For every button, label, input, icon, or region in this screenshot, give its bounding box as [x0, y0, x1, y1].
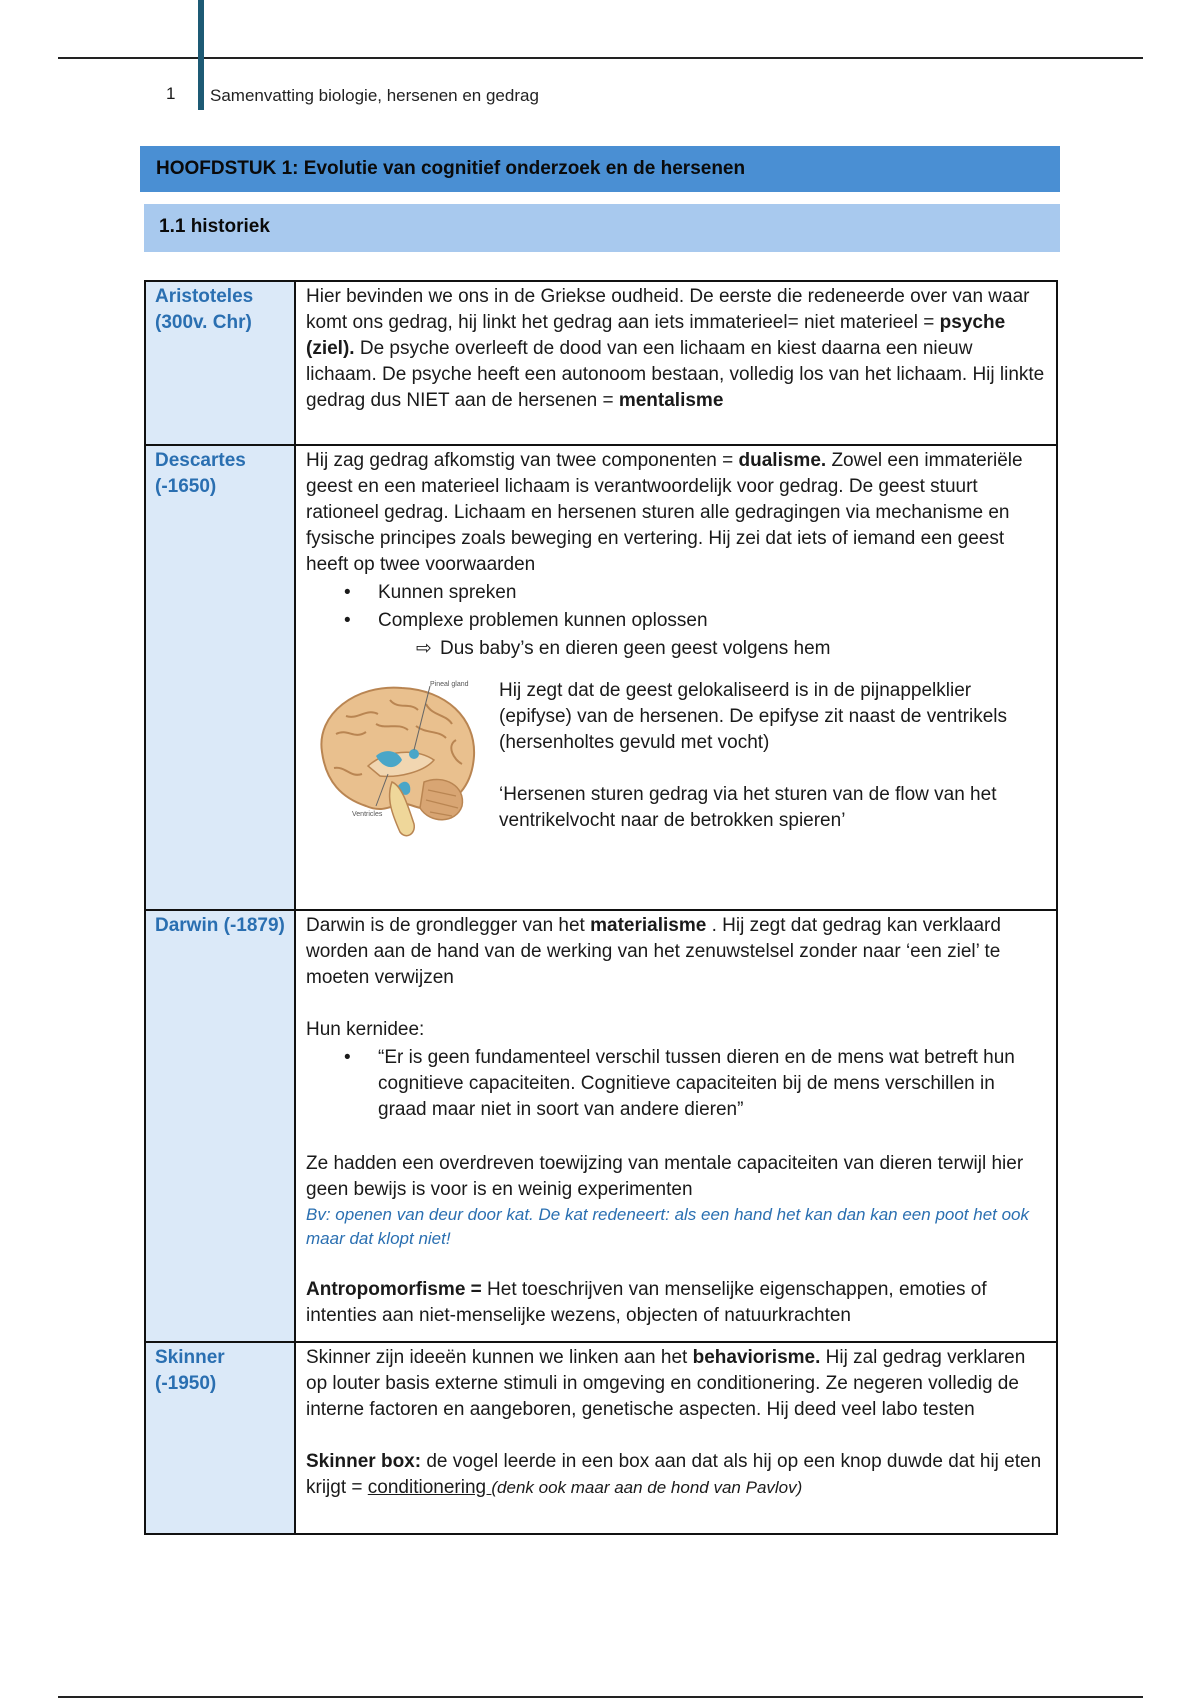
pineal-paragraph: Hij zegt dat de geest gelokaliseerd is in de pijnappelklier (epifyse) van de hersenen. De epifyse zit naast de ventrikels (hersenholtes gevuld met vocht)	[499, 680, 1007, 753]
section-heading: 1.1 historiek	[144, 204, 1060, 252]
table-row-darwin	[145, 910, 1057, 1342]
header-rule	[58, 57, 1143, 59]
list-item: • Kunnen spreken	[378, 580, 1046, 606]
row-description: Skinner zijn ideeën kunnen we linken aan het behaviorisme. Hij zal gedrag verklaren op louter basis externe stimuli in omgeving en conditionering. Ze negeren volledig de interne factoren en aangeboren, genetische aspecten. Hij deed veel labo testen Skinner box: de vogel leerde in een box aan dat als hij op een knop duwde dat hij eten krijgt = conditionering (denk ook maar aan de hond van Pavlov)	[295, 1342, 1057, 1534]
table-row-aristoteles	[145, 281, 1057, 445]
arrow-right-icon: ⇨	[416, 638, 432, 659]
document-header-title: Samenvatting biologie, hersenen en gedrag	[210, 86, 539, 105]
example-text: Bv: openen van deur door kat. De kat redeneert: als een hand het kan dan kan een poot het ook maar dat klopt niet!	[306, 1205, 1030, 1248]
chapter-heading: HOOFDSTUK 1: Evolutie van cognitief onderzoek en de hersenen	[140, 146, 1060, 192]
quote-paragraph: ‘Hersenen sturen gedrag via het sturen van de flow van het ventrikelvocht naar de betrokken spieren’	[499, 784, 997, 831]
header-accent-bar	[198, 0, 204, 110]
history-table	[144, 280, 1058, 1535]
row-name: Descartes (-1650)	[145, 445, 295, 910]
footer-rule	[58, 1696, 1143, 1698]
page-number: 1	[166, 84, 176, 103]
brain-label-ventricles: Ventricles	[352, 811, 383, 818]
critique-paragraph: Ze hadden een overdreven toewijzing van mentale capaciteiten van dieren terwijl hier geen bewijs is voor is en weinig experimenten	[306, 1153, 1024, 1200]
list-item: • “Er is geen fundamenteel verschil tussen dieren en de mens wat betreft hun cognitieve capaciteiten. Cognitieve capaciteiten bij de mens verschillen in graad maar niet in soort van andere dieren”	[378, 1045, 1046, 1123]
row-name: Aristoteles (300v. Chr)	[145, 281, 295, 445]
core-idea-label: Hun kernidee:	[306, 1019, 425, 1040]
row-description: Hij zag gedrag afkomstig van twee componenten = dualisme. Zowel een immateriële geest en een materieel lichaam is verantwoordelijk voor gedrag. De geest stuurt rationeel gedrag. Lichaam en hersenen sturen alle gedragingen via mechanisme en fysische principes zoals beweging en vertering. Hij zei dat iets of iemand een geest heeft op twee voorwaarden • Kunnen spreken • Complexe problemen kunnen oplossen ⇨ Dus baby’s en dieren geen geest volgens hem Pineal gland Ventricles Hij zegt dat de geest gelokaliseerd is in de pijnappelklier (epifyse) van de hersenen. De epifyse zit naast de ventrikels (hersenholtes gevuld met vocht) ‘Hersenen sturen gedrag via het sturen van de flow van het ventrikelvocht naar de betrokken spieren’	[295, 445, 1057, 910]
row-name: Darwin (-1879)	[145, 910, 295, 1342]
row-description: Hier bevinden we ons in de Griekse oudheid. De eerste die redeneerde over van waar komt ons gedrag, hij linkt het gedrag aan iets immaterieel= niet materieel = psyche (ziel). De psyche overleeft de dood van een lichaam en kiest daarna een nieuw lichaam. De psyche heeft een autonoom bestaan, volledig los van het lichaam. Hij linkte gedrag dus NIET aan de hersenen = mentalisme	[295, 281, 1057, 445]
list-item: • Complexe problemen kunnen oplossen	[378, 608, 1046, 634]
row-description: Darwin is de grondlegger van het materialisme . Hij zegt dat gedrag kan verklaard worden aan de hand van de werking van het zenuwstelsel zonder naar ‘een ziel’ te moeten verwijzen Hun kernidee: • “Er is geen fundamenteel verschil tussen dieren en de mens wat betreft hun cognitieve capaciteiten. Cognitieve capaciteiten bij de mens verschillen in graad maar niet in soort van andere dieren” Ze hadden een overdreven toewijzing van mentale capaciteiten van dieren terwijl hier geen bewijs is voor is en weinig experimenten Bv: openen van deur door kat. De kat redeneert: als een hand het kan dan kan een poot het ook maar dat klopt niet! Antropomorfisme = Het toeschrijven van menselijke eigenschappen, emoties of intenties aan niet-menselijke wezens, objecten of natuurkrachten	[295, 910, 1057, 1342]
core-idea-list	[306, 1045, 1046, 1123]
conditions-list	[306, 580, 1046, 634]
brain-label-pineal: Pineal gland	[430, 681, 469, 688]
table-row-descartes	[145, 445, 1057, 910]
table-row-skinner	[145, 1342, 1057, 1534]
row-name: Skinner (-1950)	[145, 1342, 295, 1534]
conclusion-line: ⇨ Dus baby’s en dieren geen geest volgens hem	[306, 636, 1046, 662]
brain-illustration	[306, 674, 486, 844]
